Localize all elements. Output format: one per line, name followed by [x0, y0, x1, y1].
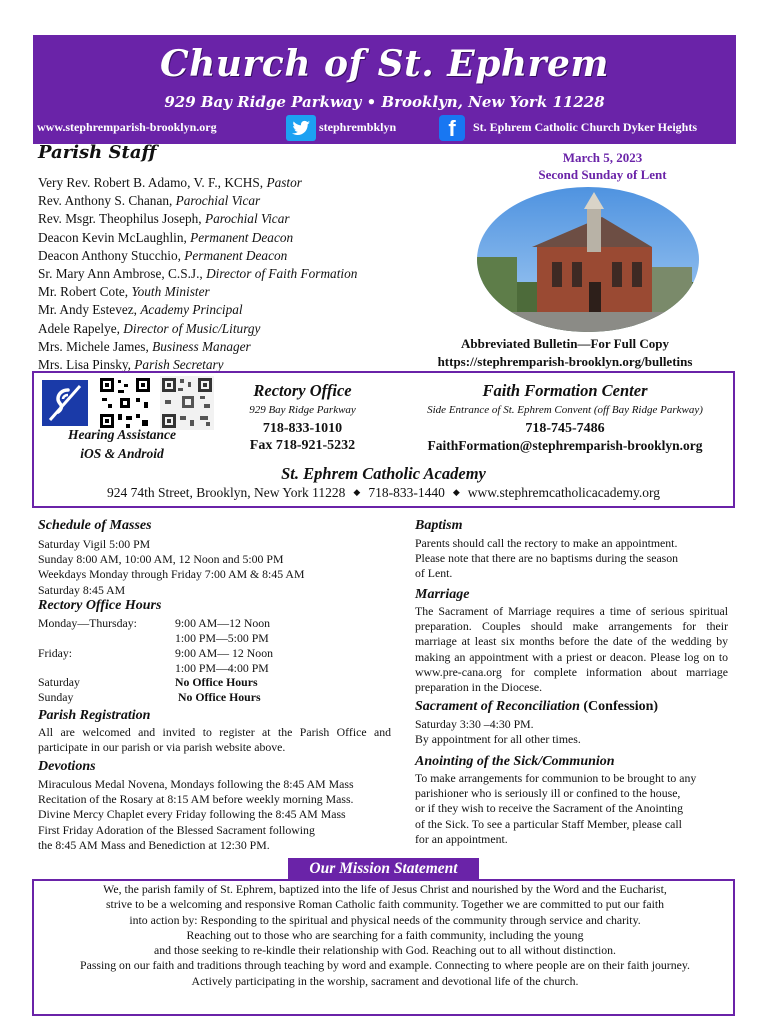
- rectory-office-title: Rectory Office: [253, 381, 352, 400]
- devotions-list: [38, 777, 398, 853]
- devotion-line: Divine Mercy Chaplet every Friday following the 8:45 AM Mass: [38, 807, 346, 822]
- mission-line: Reaching out to those who are searching for a faith community, including the young: [186, 927, 584, 942]
- rectory-office-phone[interactable]: 718-833-1010: [262, 421, 343, 436]
- mission-text: [40, 882, 730, 989]
- devotion-line: Miraculous Medal Novena, Mondays following the 8:45 AM Mass: [38, 777, 354, 791]
- hours-day: Sunday: [38, 690, 74, 704]
- staff-member: Rev. Anthony S. Chanan, Parochial Vicar: [38, 193, 261, 209]
- qr-code-android[interactable]: [160, 376, 214, 430]
- anointing-heading: Anointing of the Sick/Communion: [415, 754, 615, 769]
- mission-line: We, the parish family of St. Ephrem, baptized into the life of Jesus Christ and nourished by the Word and the Eucharist,: [103, 882, 667, 896]
- twitter-handle[interactable]: stephrembklyn: [319, 120, 397, 134]
- academy-info: [32, 485, 735, 501]
- staff-member: Mrs. Michele James, Business Manager: [38, 338, 251, 354]
- faith-formation-title: Faith Formation Center: [482, 381, 648, 400]
- abbreviated-bulletin-note: Abbreviated Bulletin—For Full Copy: [461, 336, 669, 351]
- masses-line: Weekdays Monday through Friday 7:00 AM & 8:45 AM: [38, 567, 305, 582]
- anointing-line: parishioner who is seriously ill or confined to the house,: [415, 786, 681, 801]
- staff-member: Deacon Kevin McLaughlin, Permanent Deacon: [38, 229, 294, 245]
- hours-time: 1:00 PM—5:00 PM: [175, 631, 269, 645]
- reconciliation-line: By appointment for all other times.: [415, 732, 581, 747]
- mission-line: strive to be a welcoming and responsive Roman Catholic faith community. Together we are committed to put our faith: [105, 897, 665, 912]
- staff-member: Deacon Anthony Stucchio, Permanent Deacon: [38, 247, 288, 263]
- anointing-line: To make arrangements for communion to be brought to any: [415, 771, 697, 785]
- hours-day: Friday:: [38, 646, 73, 660]
- anointing-text: [415, 771, 728, 847]
- bulletin-date: March 5, 2023: [562, 150, 643, 165]
- marriage-heading: Marriage: [415, 587, 470, 602]
- diamond-separator-icon: ◆: [353, 487, 361, 497]
- anointing-line: or if they wish to receive the Sacrament of the Anointing: [415, 801, 683, 816]
- mission-heading: Our Mission Statement: [288, 858, 479, 880]
- qr-code-ios[interactable]: [98, 376, 152, 430]
- bulletin-occasion: Second Sunday of Lent: [538, 167, 667, 182]
- anointing-line: for an appointment.: [415, 831, 508, 846]
- staff-member: Very Rev. Robert B. Adamo, V. F., KCHS, Pastor: [38, 175, 302, 190]
- hours-time: No Office Hours: [178, 690, 261, 704]
- staff-member: Adele Rapelye, Director of Music/Liturgy: [38, 320, 261, 336]
- hearing-assistance-label: Hearing Assistance: [68, 427, 176, 442]
- hearing-platforms-label: iOS & Android: [80, 446, 164, 461]
- church-address: 929 Bay Ridge Parkway • Brooklyn, New York 11228: [164, 93, 605, 111]
- masses-schedule: [38, 537, 398, 598]
- facebook-page-name[interactable]: St. Ephrem Catholic Church Dyker Heights: [473, 120, 698, 134]
- rectory-hours-heading: Rectory Office Hours: [38, 598, 162, 613]
- baptism-heading: Baptism: [415, 518, 463, 533]
- devotion-line: Recitation of the Rosary at 8:15 AM before weekly morning Mass.: [38, 792, 354, 807]
- mission-line: into action by: Responding to the spiritual and physical needs of the community through service and charity.: [129, 912, 641, 927]
- staff-member: Sr. Mary Ann Ambrose, C.S.J., Director of Faith Formation: [38, 266, 358, 282]
- baptism-text: [415, 536, 730, 582]
- twitter-icon[interactable]: [286, 115, 316, 141]
- staff-heading: Parish Staff: [38, 142, 157, 163]
- academy-title: St. Ephrem Catholic Academy: [281, 464, 486, 483]
- hours-time: No Office Hours: [175, 675, 258, 689]
- website-link[interactable]: www.stephremparish-brooklyn.org: [37, 120, 217, 134]
- hours-time: 1:00 PM—4:00 PM: [175, 661, 269, 675]
- masses-line: Saturday Vigil 5:00 PM: [38, 537, 151, 551]
- staff-list: [38, 174, 428, 374]
- hours-time: 9:00 AM—12 Noon: [175, 616, 271, 630]
- faith-formation-address: Side Entrance of St. Ephrem Convent (off Bay Ridge Parkway): [427, 404, 703, 416]
- devotions-heading: Devotions: [38, 759, 96, 774]
- marriage-text: The Sacrament of Marriage requires a time of serious spiritual preparation. Couples should make arrangements for their marriage at least six months before the date of the wedding by making an appointment with a priest or deacon. Please log on to www.pre-cana.org for complete information about marriage preparation in the Diocese.: [415, 604, 728, 695]
- rectory-office-address: 929 Bay Ridge Parkway: [249, 404, 356, 416]
- mission-line: Passing on our faith and traditions through teaching by word and example. Connecting to where people are on their faith journey.: [80, 958, 690, 973]
- rectory-office-fax: Fax 718-921-5232: [249, 438, 356, 453]
- academy-phone[interactable]: 718-833-1440: [368, 485, 445, 500]
- academy-website[interactable]: www.stephremcatholicacademy.org: [467, 485, 660, 500]
- church-photo: [477, 187, 699, 332]
- masses-line: Saturday 8:45 AM: [38, 582, 126, 597]
- staff-member: Mr. Andy Estevez, Academy Principal: [38, 302, 243, 318]
- facebook-icon[interactable]: f: [439, 115, 465, 141]
- mission-line: and those seeking to re-kindle their relationship with God. Reaching out to all without distinction.: [154, 943, 616, 958]
- masses-line: Sunday 8:00 AM, 10:00 AM, 12 Noon and 5:00 PM: [38, 552, 284, 567]
- baptism-line: Please note that there are no baptisms during the season: [415, 551, 679, 566]
- hours-day: Saturday: [38, 675, 80, 689]
- church-title: Church of St. Ephrem: [159, 43, 610, 85]
- staff-member: Mrs. Lisa Pinsky, Parish Secretary: [38, 357, 224, 373]
- staff-member: Mr. Robert Cote, Youth Minister: [38, 284, 210, 300]
- registration-heading: Parish Registration: [38, 708, 151, 723]
- full-bulletin-link[interactable]: https://stephremparish-brooklyn.org/bulletins: [437, 354, 693, 369]
- devotion-line: the 8:45 AM Mass and Benediction at 12:30 PM.: [38, 837, 270, 852]
- hours-time: 9:00 AM— 12 Noon: [175, 646, 273, 660]
- reconciliation-line: Saturday 3:30 –4:30 PM.: [415, 717, 534, 731]
- hours-day: Monday—Thursday:: [38, 616, 137, 630]
- registration-text: All are welcomed and invited to register at the Parish Office and participate in our parish or via parish website above.: [38, 725, 391, 755]
- staff-member: Rev. Msgr. Theophilus Joseph, Parochial Vicar: [38, 211, 290, 227]
- diamond-separator-icon: ◆: [452, 487, 460, 497]
- baptism-line: Parents should call the rectory to make an appointment.: [415, 536, 678, 550]
- masses-heading: Schedule of Masses: [38, 518, 152, 533]
- reconciliation-heading: Sacrament of Reconciliation (Confession): [415, 699, 659, 714]
- header-banner: [33, 35, 736, 144]
- devotion-line: First Friday Adoration of the Blessed Sacrament following: [38, 822, 315, 837]
- baptism-line: of Lent.: [415, 566, 453, 581]
- faith-formation-email[interactable]: FaithFormation@stephremparish-brooklyn.org: [427, 438, 703, 453]
- anointing-line: of the Sick. To see a particular Staff Member, please call: [415, 816, 682, 831]
- hearing-assistance-icon: [42, 380, 88, 426]
- reconciliation-text: [415, 717, 728, 747]
- faith-formation-phone[interactable]: 718-745-7486: [525, 421, 605, 436]
- mission-line: Actively participating in the worship, sacrament and devotional life of the church.: [191, 973, 579, 988]
- academy-address: 924 74th Street, Brooklyn, New York 11228: [107, 485, 346, 500]
